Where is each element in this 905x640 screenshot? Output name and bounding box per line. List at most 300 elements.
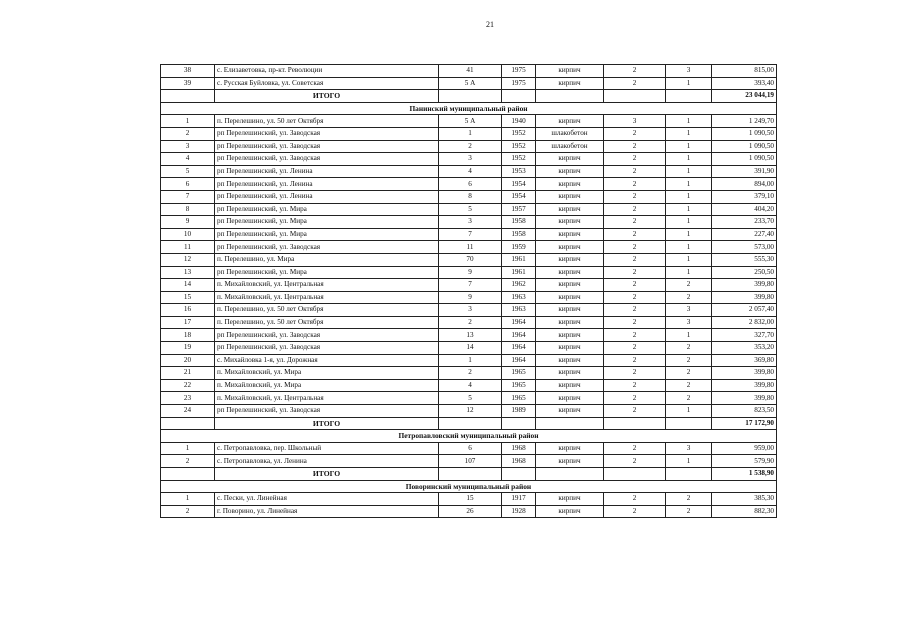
total-spacer [161, 417, 215, 430]
total-spacer [536, 417, 604, 430]
cell-row-number: 2 [161, 127, 215, 140]
district-name: Петропавловский муниципальный район [161, 430, 777, 443]
cell-wall-material: кирпич [536, 367, 604, 380]
total-label: ИТОГО [215, 417, 439, 430]
table-row [161, 405, 777, 418]
cell-entrances: 2 [666, 367, 712, 380]
cell-address: рп Перелешинский, ул. Заводская [215, 405, 439, 418]
cell-address: с. Елизаветовка, пр-кт. Революции [215, 65, 439, 78]
cell-build-year: 1965 [502, 392, 536, 405]
cell-address: с. Петропавловка, пер. Школьный [215, 442, 439, 455]
cell-row-number: 38 [161, 65, 215, 78]
cell-address: п. Михайловский, ул. Центральная [215, 392, 439, 405]
cell-wall-material: кирпич [536, 65, 604, 78]
cell-build-year: 1968 [502, 442, 536, 455]
total-value: 17 172,90 [712, 417, 777, 430]
cell-floors: 2 [604, 216, 666, 229]
cell-build-year: 1957 [502, 203, 536, 216]
cell-floors: 2 [604, 140, 666, 153]
cell-build-year: 1961 [502, 253, 536, 266]
table-row [161, 379, 777, 392]
cell-wall-material: кирпич [536, 178, 604, 191]
cell-entrances: 1 [666, 77, 712, 90]
cell-floors: 2 [604, 291, 666, 304]
cell-entrances: 1 [666, 165, 712, 178]
total-spacer [161, 90, 215, 103]
total-row [161, 468, 777, 481]
cell-row-number: 13 [161, 266, 215, 279]
cell-area: 391,90 [712, 165, 777, 178]
cell-address: рп Перелешинский, ул. Мира [215, 216, 439, 229]
cell-floors: 2 [604, 342, 666, 355]
cell-floors: 3 [604, 115, 666, 128]
cell-area: 379,10 [712, 190, 777, 203]
cell-address: п. Михайловский, ул. Центральная [215, 279, 439, 292]
cell-wall-material: кирпич [536, 77, 604, 90]
cell-build-year: 1963 [502, 291, 536, 304]
total-value: 1 538,90 [712, 468, 777, 481]
cell-build-year: 1964 [502, 316, 536, 329]
cell-wall-material: кирпич [536, 405, 604, 418]
cell-address: рп Перелешинский, ул. Мира [215, 228, 439, 241]
cell-address: п. Михайловский, ул. Мира [215, 367, 439, 380]
cell-build-year: 1954 [502, 178, 536, 191]
cell-house-number: 4 [439, 165, 502, 178]
cell-address: п. Перелешино, ул. 50 лет Октября [215, 304, 439, 317]
cell-floors: 2 [604, 190, 666, 203]
table-row [161, 190, 777, 203]
cell-floors: 2 [604, 266, 666, 279]
cell-wall-material: кирпич [536, 354, 604, 367]
cell-wall-material: кирпич [536, 279, 604, 292]
table-row [161, 392, 777, 405]
total-row [161, 417, 777, 430]
cell-entrances: 1 [666, 127, 712, 140]
cell-entrances: 1 [666, 253, 712, 266]
cell-wall-material: кирпич [536, 442, 604, 455]
cell-build-year: 1964 [502, 354, 536, 367]
cell-address: п. Перелешино, ул. Мира [215, 253, 439, 266]
cell-build-year: 1952 [502, 153, 536, 166]
cell-floors: 2 [604, 316, 666, 329]
cell-build-year: 1975 [502, 77, 536, 90]
total-spacer [536, 90, 604, 103]
cell-wall-material: кирпич [536, 216, 604, 229]
cell-entrances: 1 [666, 115, 712, 128]
cell-floors: 2 [604, 367, 666, 380]
cell-house-number: 15 [439, 493, 502, 506]
cell-entrances: 2 [666, 379, 712, 392]
table-row [161, 304, 777, 317]
cell-build-year: 1958 [502, 216, 536, 229]
table-row [161, 115, 777, 128]
cell-build-year: 1952 [502, 140, 536, 153]
cell-house-number: 5 А [439, 115, 502, 128]
cell-row-number: 6 [161, 178, 215, 191]
cell-address: п. Перелешино, ул. 50 лет Октября [215, 115, 439, 128]
cell-wall-material: кирпич [536, 342, 604, 355]
cell-wall-material: шлакобетон [536, 140, 604, 153]
cell-build-year: 1959 [502, 241, 536, 254]
cell-row-number: 9 [161, 216, 215, 229]
table-row [161, 153, 777, 166]
table-row [161, 65, 777, 78]
cell-build-year: 1952 [502, 127, 536, 140]
cell-area: 2 057,40 [712, 304, 777, 317]
table-row [161, 140, 777, 153]
cell-entrances: 1 [666, 216, 712, 229]
district-header [161, 480, 777, 493]
cell-wall-material: кирпич [536, 241, 604, 254]
cell-area: 555,30 [712, 253, 777, 266]
cell-house-number: 70 [439, 253, 502, 266]
cell-build-year: 1963 [502, 304, 536, 317]
cell-area: 369,80 [712, 354, 777, 367]
cell-floors: 2 [604, 354, 666, 367]
cell-address: с. Михайловка 1-я, ул. Дорожная [215, 354, 439, 367]
cell-house-number: 13 [439, 329, 502, 342]
cell-entrances: 3 [666, 65, 712, 78]
district-name: Поворинский муниципальный район [161, 480, 777, 493]
total-row [161, 90, 777, 103]
total-value: 23 044,19 [712, 90, 777, 103]
cell-area: 385,30 [712, 493, 777, 506]
cell-row-number: 12 [161, 253, 215, 266]
cell-house-number: 41 [439, 65, 502, 78]
cell-floors: 2 [604, 304, 666, 317]
cell-entrances: 1 [666, 178, 712, 191]
cell-area: 250,50 [712, 266, 777, 279]
table-row [161, 442, 777, 455]
cell-row-number: 5 [161, 165, 215, 178]
cell-wall-material: кирпич [536, 505, 604, 518]
total-spacer [536, 468, 604, 481]
cell-floors: 2 [604, 442, 666, 455]
cell-area: 959,00 [712, 442, 777, 455]
cell-row-number: 1 [161, 493, 215, 506]
cell-row-number: 39 [161, 77, 215, 90]
cell-floors: 2 [604, 279, 666, 292]
cell-entrances: 2 [666, 354, 712, 367]
total-spacer [502, 468, 536, 481]
table-row [161, 329, 777, 342]
cell-house-number: 1 [439, 354, 502, 367]
total-spacer [161, 468, 215, 481]
cell-wall-material: кирпич [536, 115, 604, 128]
cell-house-number: 6 [439, 442, 502, 455]
cell-entrances: 2 [666, 392, 712, 405]
cell-area: 1 090,50 [712, 153, 777, 166]
cell-address: рп Перелешинский, ул. Заводская [215, 342, 439, 355]
table-row [161, 266, 777, 279]
cell-address: с. Русская Буйловка, ул. Советская [215, 77, 439, 90]
cell-area: 327,70 [712, 329, 777, 342]
cell-house-number: 9 [439, 291, 502, 304]
cell-floors: 2 [604, 253, 666, 266]
total-spacer [666, 90, 712, 103]
cell-house-number: 14 [439, 342, 502, 355]
cell-floors: 2 [604, 455, 666, 468]
cell-address: рп Перелешинский, ул. Ленина [215, 165, 439, 178]
cell-area: 399,80 [712, 392, 777, 405]
cell-floors: 2 [604, 127, 666, 140]
cell-wall-material: кирпич [536, 455, 604, 468]
cell-build-year: 1962 [502, 279, 536, 292]
cell-floors: 2 [604, 65, 666, 78]
total-label: ИТОГО [215, 90, 439, 103]
cell-area: 233,70 [712, 216, 777, 229]
total-spacer [604, 417, 666, 430]
cell-row-number: 17 [161, 316, 215, 329]
total-spacer [502, 417, 536, 430]
cell-floors: 2 [604, 241, 666, 254]
cell-house-number: 1 [439, 127, 502, 140]
cell-address: рп Перелешинский, ул. Заводская [215, 153, 439, 166]
cell-floors: 2 [604, 379, 666, 392]
cell-row-number: 23 [161, 392, 215, 405]
cell-house-number: 4 [439, 379, 502, 392]
cell-area: 1 090,50 [712, 140, 777, 153]
cell-wall-material: кирпич [536, 190, 604, 203]
cell-build-year: 1968 [502, 455, 536, 468]
cell-address: с. Пески, ул. Линейная [215, 493, 439, 506]
table-row [161, 203, 777, 216]
cell-address: п. Перелешино, ул. 50 лет Октября [215, 316, 439, 329]
cell-house-number: 12 [439, 405, 502, 418]
table-row [161, 165, 777, 178]
cell-row-number: 3 [161, 140, 215, 153]
cell-floors: 2 [604, 153, 666, 166]
district-header [161, 430, 777, 443]
cell-address: г. Поворино, ул. Линейная [215, 505, 439, 518]
cell-row-number: 1 [161, 442, 215, 455]
cell-entrances: 2 [666, 342, 712, 355]
cell-house-number: 3 [439, 216, 502, 229]
cell-address: с. Петропавловка, ул. Ленина [215, 455, 439, 468]
cell-area: 823,50 [712, 405, 777, 418]
district-header [161, 102, 777, 115]
cell-floors: 2 [604, 329, 666, 342]
cell-build-year: 1940 [502, 115, 536, 128]
cell-build-year: 1954 [502, 190, 536, 203]
cell-wall-material: кирпич [536, 329, 604, 342]
cell-entrances: 1 [666, 329, 712, 342]
cell-floors: 2 [604, 392, 666, 405]
cell-address: п. Михайловский, ул. Центральная [215, 291, 439, 304]
cell-floors: 2 [604, 505, 666, 518]
cell-wall-material: кирпич [536, 392, 604, 405]
cell-wall-material: кирпич [536, 493, 604, 506]
cell-entrances: 1 [666, 228, 712, 241]
cell-house-number: 8 [439, 190, 502, 203]
table-row [161, 241, 777, 254]
cell-house-number: 107 [439, 455, 502, 468]
cell-house-number: 2 [439, 140, 502, 153]
cell-floors: 2 [604, 405, 666, 418]
page-number: 21 [486, 20, 494, 29]
cell-area: 894,00 [712, 178, 777, 191]
cell-wall-material: кирпич [536, 203, 604, 216]
cell-area: 227,40 [712, 228, 777, 241]
cell-entrances: 2 [666, 493, 712, 506]
cell-row-number: 16 [161, 304, 215, 317]
cell-house-number: 5 [439, 203, 502, 216]
cell-entrances: 1 [666, 405, 712, 418]
cell-row-number: 21 [161, 367, 215, 380]
table-row [161, 505, 777, 518]
cell-row-number: 19 [161, 342, 215, 355]
cell-address: рп Перелешинский, ул. Заводская [215, 241, 439, 254]
cell-row-number: 18 [161, 329, 215, 342]
cell-floors: 2 [604, 493, 666, 506]
cell-build-year: 1961 [502, 266, 536, 279]
cell-address: п. Михайловский, ул. Мира [215, 379, 439, 392]
cell-build-year: 1965 [502, 367, 536, 380]
cell-entrances: 3 [666, 316, 712, 329]
total-spacer [604, 468, 666, 481]
cell-area: 399,80 [712, 291, 777, 304]
cell-build-year: 1917 [502, 493, 536, 506]
cell-area: 1 090,50 [712, 127, 777, 140]
housing-register-table [160, 64, 777, 518]
table-row [161, 291, 777, 304]
cell-build-year: 1958 [502, 228, 536, 241]
cell-row-number: 2 [161, 505, 215, 518]
cell-house-number: 5 А [439, 77, 502, 90]
cell-floors: 2 [604, 178, 666, 191]
cell-entrances: 2 [666, 291, 712, 304]
cell-area: 579,90 [712, 455, 777, 468]
cell-floors: 2 [604, 165, 666, 178]
cell-area: 399,80 [712, 279, 777, 292]
table-row [161, 493, 777, 506]
table-row [161, 253, 777, 266]
cell-address: рп Перелешинский, ул. Мира [215, 266, 439, 279]
table-row [161, 178, 777, 191]
cell-area: 399,80 [712, 367, 777, 380]
cell-build-year: 1953 [502, 165, 536, 178]
total-spacer [439, 90, 502, 103]
cell-address: рп Перелешинский, ул. Ленина [215, 190, 439, 203]
cell-row-number: 4 [161, 153, 215, 166]
cell-address: рп Перелешинский, ул. Ленина [215, 178, 439, 191]
cell-entrances: 1 [666, 455, 712, 468]
cell-wall-material: кирпич [536, 153, 604, 166]
cell-house-number: 2 [439, 367, 502, 380]
table-row [161, 228, 777, 241]
cell-wall-material: кирпич [536, 304, 604, 317]
cell-wall-material: кирпич [536, 379, 604, 392]
cell-row-number: 7 [161, 190, 215, 203]
cell-row-number: 14 [161, 279, 215, 292]
cell-entrances: 1 [666, 203, 712, 216]
cell-wall-material: кирпич [536, 228, 604, 241]
cell-area: 573,00 [712, 241, 777, 254]
table-row [161, 316, 777, 329]
cell-house-number: 2 [439, 316, 502, 329]
cell-wall-material: кирпич [536, 165, 604, 178]
cell-address: рп Перелешинский, ул. Мира [215, 203, 439, 216]
cell-entrances: 1 [666, 266, 712, 279]
cell-wall-material: кирпич [536, 266, 604, 279]
cell-entrances: 3 [666, 442, 712, 455]
cell-house-number: 7 [439, 279, 502, 292]
cell-row-number: 1 [161, 115, 215, 128]
cell-area: 393,40 [712, 77, 777, 90]
total-label: ИТОГО [215, 468, 439, 481]
cell-house-number: 5 [439, 392, 502, 405]
table-row [161, 279, 777, 292]
cell-entrances: 1 [666, 190, 712, 203]
cell-wall-material: кирпич [536, 316, 604, 329]
cell-house-number: 7 [439, 228, 502, 241]
table-row [161, 455, 777, 468]
cell-address: рп Перелешинский, ул. Заводская [215, 140, 439, 153]
cell-house-number: 11 [439, 241, 502, 254]
cell-area: 882,30 [712, 505, 777, 518]
total-spacer [439, 417, 502, 430]
table-row [161, 354, 777, 367]
total-spacer [604, 90, 666, 103]
district-name: Панинский муниципальный район [161, 102, 777, 115]
cell-address: рп Перелешинский, ул. Заводская [215, 127, 439, 140]
cell-entrances: 1 [666, 153, 712, 166]
table-row [161, 342, 777, 355]
cell-wall-material: кирпич [536, 253, 604, 266]
cell-entrances: 1 [666, 140, 712, 153]
cell-row-number: 10 [161, 228, 215, 241]
cell-house-number: 9 [439, 266, 502, 279]
cell-area: 399,80 [712, 379, 777, 392]
cell-row-number: 22 [161, 379, 215, 392]
total-spacer [666, 417, 712, 430]
cell-area: 353,20 [712, 342, 777, 355]
cell-area: 2 832,00 [712, 316, 777, 329]
cell-area: 815,00 [712, 65, 777, 78]
total-spacer [439, 468, 502, 481]
total-spacer [502, 90, 536, 103]
cell-build-year: 1965 [502, 379, 536, 392]
cell-address: рп Перелешинский, ул. Заводская [215, 329, 439, 342]
cell-build-year: 1928 [502, 505, 536, 518]
cell-build-year: 1975 [502, 65, 536, 78]
cell-floors: 2 [604, 77, 666, 90]
cell-build-year: 1989 [502, 405, 536, 418]
cell-house-number: 6 [439, 178, 502, 191]
table-row [161, 77, 777, 90]
cell-floors: 2 [604, 228, 666, 241]
cell-build-year: 1964 [502, 342, 536, 355]
cell-entrances: 3 [666, 304, 712, 317]
cell-row-number: 24 [161, 405, 215, 418]
cell-area: 404,20 [712, 203, 777, 216]
cell-build-year: 1964 [502, 329, 536, 342]
table-row [161, 127, 777, 140]
cell-area: 1 249,70 [712, 115, 777, 128]
cell-floors: 2 [604, 203, 666, 216]
cell-house-number: 3 [439, 304, 502, 317]
cell-entrances: 2 [666, 505, 712, 518]
cell-row-number: 2 [161, 455, 215, 468]
cell-wall-material: кирпич [536, 291, 604, 304]
cell-row-number: 20 [161, 354, 215, 367]
table-row [161, 367, 777, 380]
cell-row-number: 11 [161, 241, 215, 254]
cell-entrances: 2 [666, 279, 712, 292]
cell-wall-material: шлакобетон [536, 127, 604, 140]
table-row [161, 216, 777, 229]
cell-row-number: 15 [161, 291, 215, 304]
